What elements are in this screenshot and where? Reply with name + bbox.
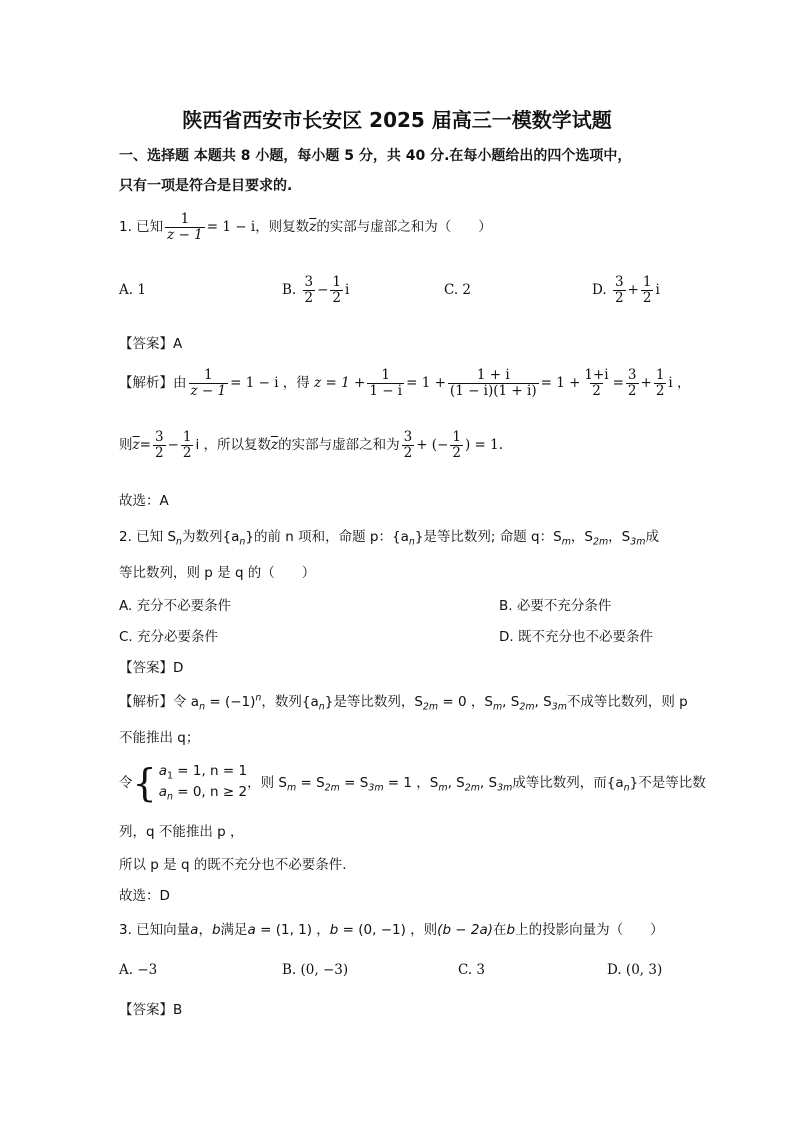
section-heading-line1: 一、选择题 本题共 8 小题，每小题 5 分，共 40 分.在每小题给出的四个选项中， bbox=[119, 148, 632, 164]
q3-option-b: B. (0, −3) bbox=[282, 962, 349, 978]
q1-option-a: A. 1 bbox=[119, 282, 146, 298]
q3-stem: 3. 已知向量a，b满足a = (1, 1) ，b = (0, −1) ，则(b − 2a)在b上的投影向量为（ ） bbox=[119, 922, 664, 938]
q2-stem-line2: 等比数列，则 p 是 q 的（ ） bbox=[119, 565, 316, 581]
q2-analysis-line5: 所以 p 是 q 的既不充分也不必要条件. bbox=[119, 857, 347, 873]
q1-option-b: B. $\frac{3}{2}$ − $\frac{1}{2}$ i bbox=[282, 274, 350, 306]
q1-option-d: D. $\frac{3}{2}$ + $\frac{1}{2}$ i bbox=[592, 274, 660, 306]
q2-analysis-line1: 【解析】令 $a_n = (-1)^n$，数列$\{a_n\}$是等比数列，$S_{2m} = 0$ ，$S_m$, $S_{2m}$, $S_{3m}$不成等比数列，则 p bbox=[119, 692, 688, 713]
q3-answer: 【答案】B bbox=[119, 1002, 183, 1018]
q1-stem: 1. 已知 $\frac{1}{z - 1}$ = 1 − i，则复数$\overline{z}$的实部与虚部之和为（ ） bbox=[119, 211, 492, 243]
q1-answer: 【答案】A bbox=[119, 336, 183, 352]
q3-option-c: C. 3 bbox=[458, 962, 486, 978]
q1-analysis-line2: 则$\overline{z}=$ $\frac{3}{2}$ − $\frac{1}{2}$ i ，所以复数$\overline{z}$的实部与虚部之和为 $\frac{3}{2}$ + (− $\frac{1}{2}$ ) = 1. bbox=[119, 429, 504, 461]
q2-option-a: A. 充分不必要条件 bbox=[119, 598, 232, 614]
q2-analysis-line4: 列，q 不能推出 p ， bbox=[119, 824, 244, 840]
q2-option-b: B. 必要不充分条件 bbox=[499, 598, 612, 614]
page-title: 陕西省西安市长安区 2025 届高三一模数学试题 bbox=[182, 108, 612, 132]
q2-analysis-line3: 令 { $a_1 = 1$, n = 1 $a_n = 0$, n ≥ 2 ，则 $S_m = S_{2m} = S_{3m} = 1$ ，$S_m$, $S_{2m}$, $S_{3m}$成等比数列，而$\{a_n\}$不是等比数 bbox=[119, 761, 706, 806]
q2-stem-line1: 2. 已知 $S_n$为数列$\{a_n\}$的前 n 项和，命题 p：$\{a_n\}$是等比数列; 命题 q：$S_m$，$S_{2m}$，$S_{3m}$成 bbox=[119, 529, 659, 548]
q3-option-d: D. (0, 3) bbox=[607, 962, 663, 978]
section-heading-line2: 只有一项是符合是目要求的. bbox=[119, 178, 293, 194]
piecewise-definition: { $a_1 = 1$, n = 1 $a_n = 0$, n ≥ 2 bbox=[132, 761, 248, 806]
q1-analysis-line1: 【解析】由 $\frac{1}{z - 1}$ = 1 − i ，得 z = 1 + $\frac{1}{1 - i}$ = 1 + $\frac{1 + i}{(1 - i)(1 + i)}$ = 1 + $\frac{1+i}{2}$ = $\frac{3}{2}$ + $\frac{1}{2}$ i ， bbox=[119, 367, 691, 399]
q2-option-d: D. 既不充分也不必要条件 bbox=[499, 629, 653, 645]
q2-analysis-line2: 不能推出 q； bbox=[119, 730, 200, 746]
q3-option-a: A. −3 bbox=[119, 962, 158, 978]
q1-choose: 故选：A bbox=[119, 493, 169, 509]
q1-fraction: $\frac{1}{z - 1}$ bbox=[167, 211, 203, 243]
q2-choose: 故选：D bbox=[119, 888, 170, 904]
q1-option-c: C. 2 bbox=[444, 282, 472, 298]
q2-option-c: C. 充分必要条件 bbox=[119, 629, 219, 645]
q2-answer: 【答案】D bbox=[119, 660, 184, 676]
